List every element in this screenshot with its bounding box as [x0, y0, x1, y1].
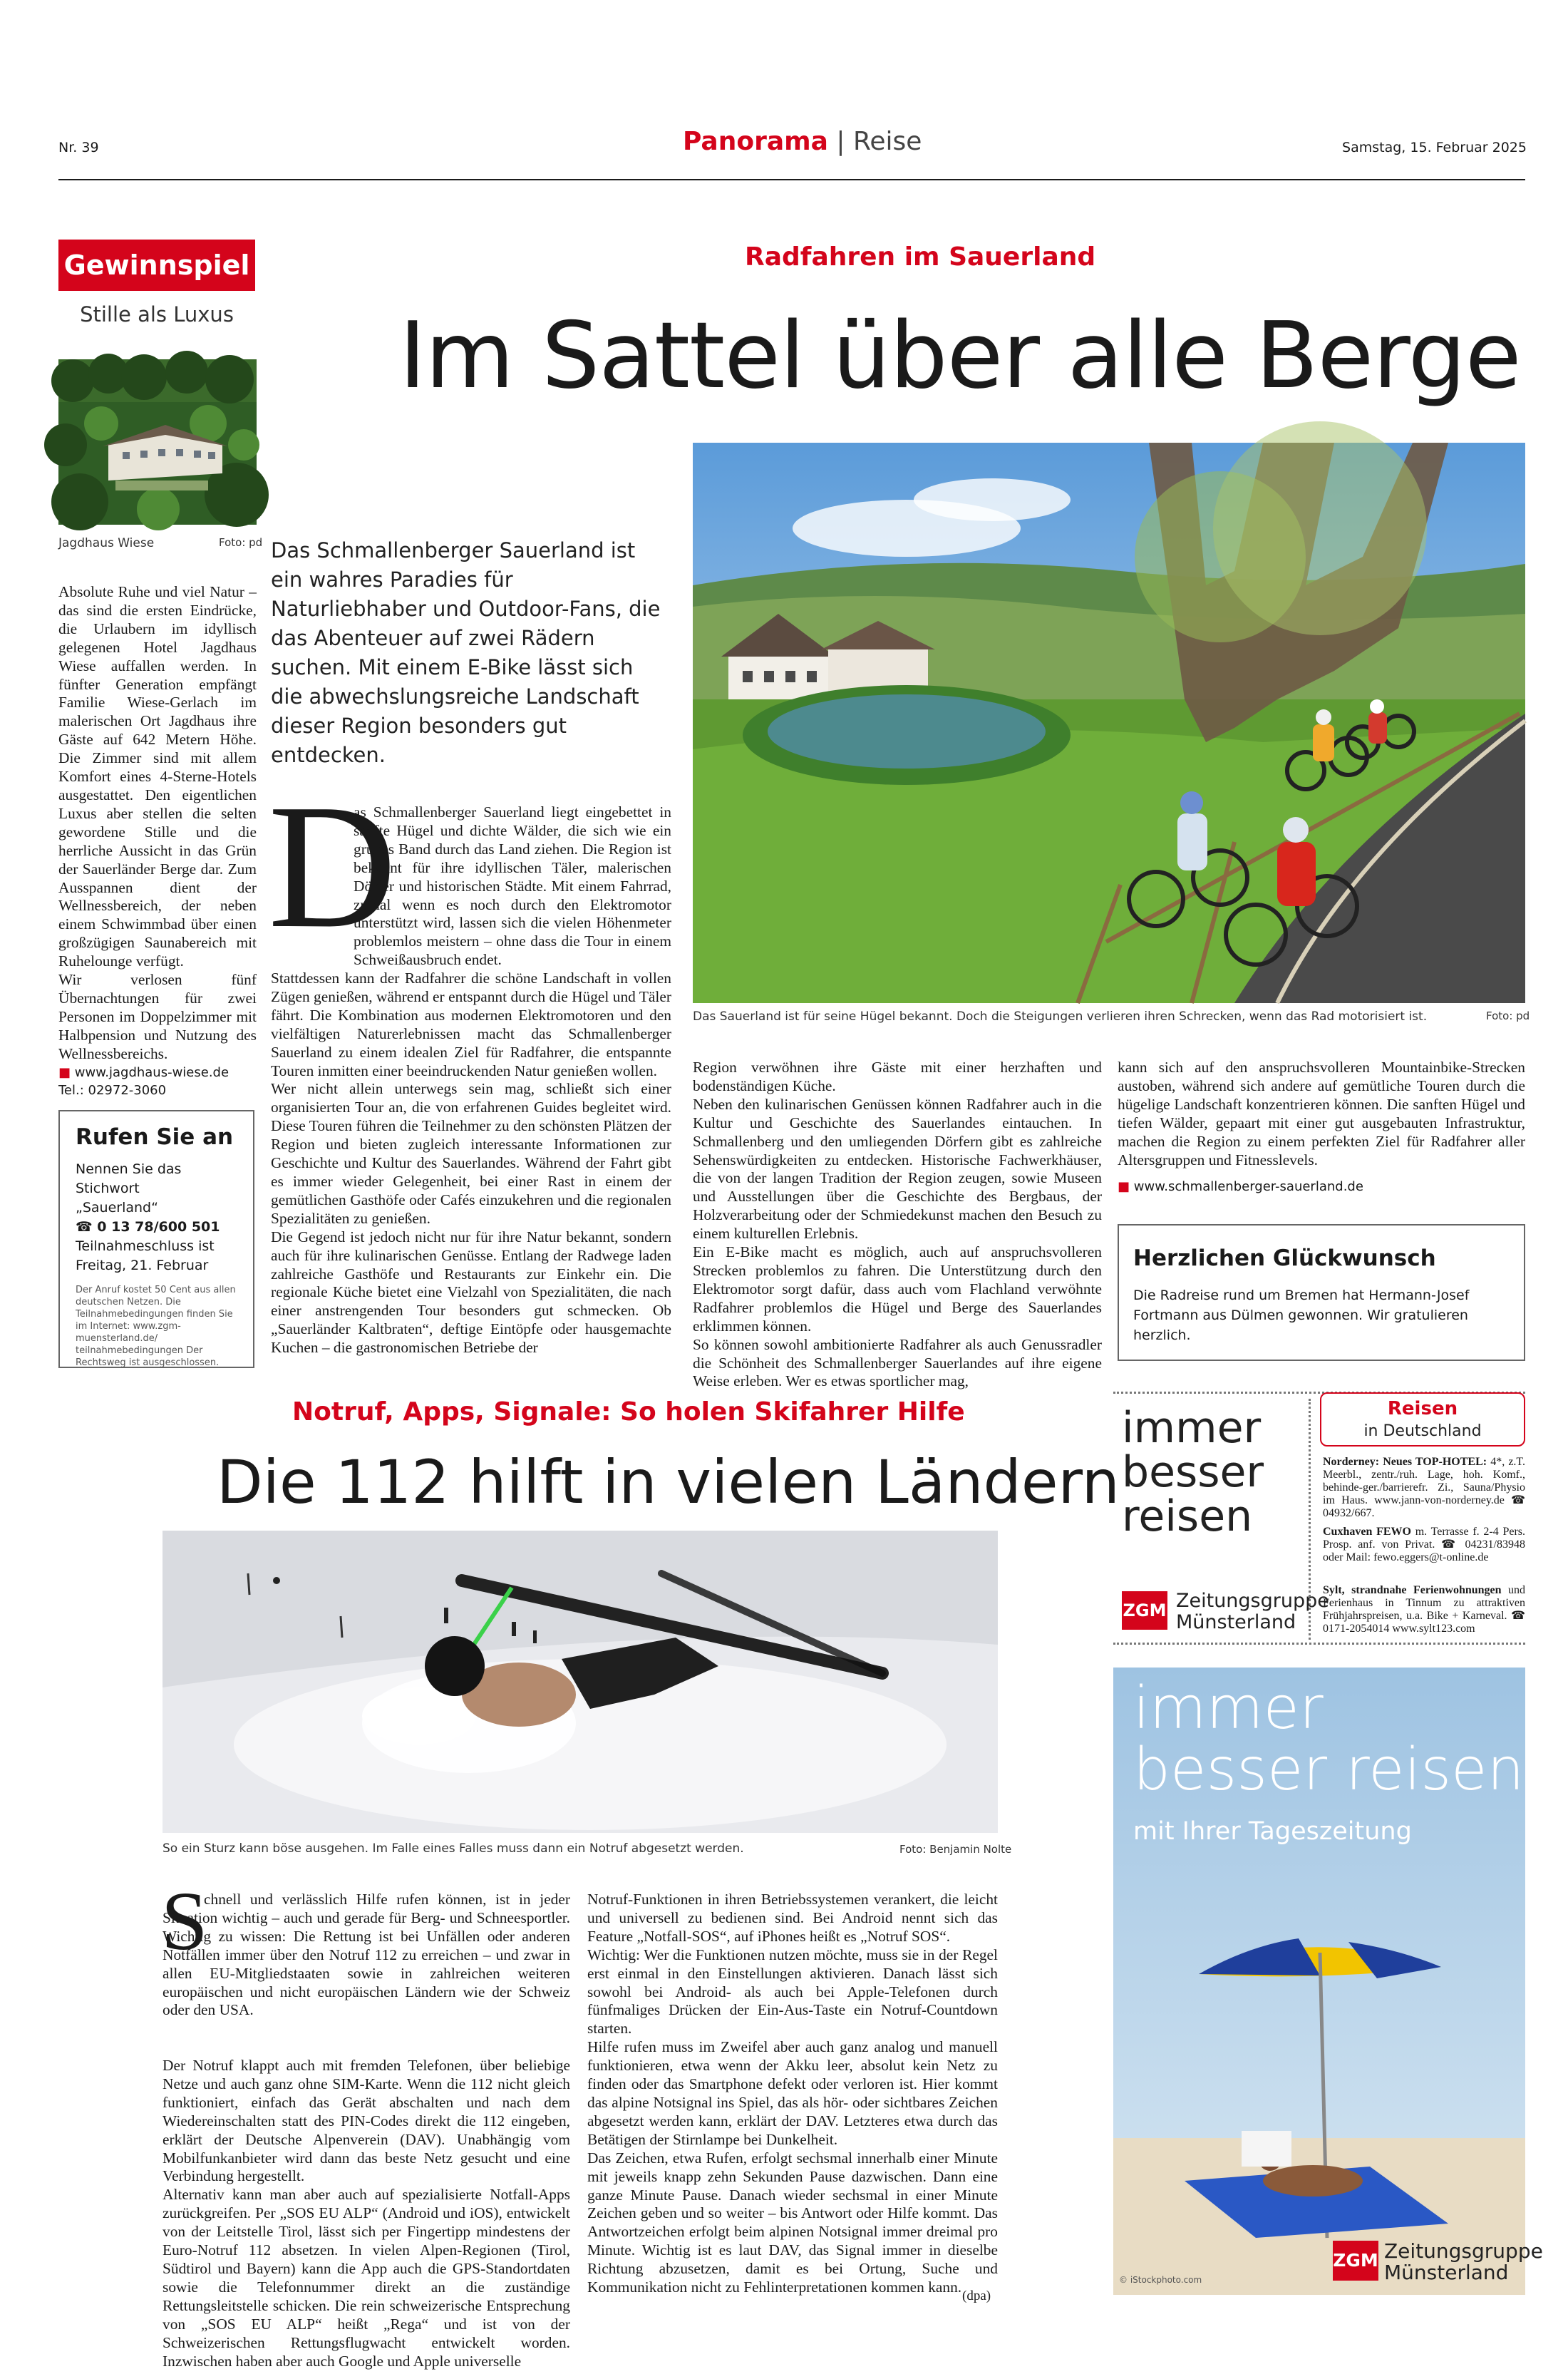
article1-link[interactable]: www.schmallenberger-sauerland.de	[1133, 1179, 1363, 1195]
sidebar-link[interactable]: www.jagdhaus-wiese.de	[74, 1064, 229, 1080]
ad1-logo-line-1: Zeitungsgruppe	[1176, 1590, 1329, 1612]
article1-col2b: Neben den kulinarischen Genüssen können Radfahrer auch in die Kultur und Geschichte des Sauerlandes eintauchen. In Schmallenberg und den umliegenden Dörfern gibt es zahlreiche Sehenswürdigkeiten zu entdecken. Historische Fachwerkhäuser, die von der langen Tradition der Region zeugen, sowie Museen und Ausstellungen über die Geschichte des Bergbaus, der Holzverarbeitung oder der Schmiedekunst machen den Besuch zu einem kulturellen Erlebnis.	[693, 1095, 1102, 1243]
article1-teaser: Das Schmallenberger Sauerland ist ein wahres Paradies für Naturliebhaber und Outdoor-Fans, die das Abenteuer auf zwei Rädern suchen. Mit einem E-Bike lässt sich die abwechslungsreiche Landschaft dieser Region besonders gut entdecken.	[271, 538, 661, 767]
article1-col1: Stattdessen kann der Radfahrer die schöne Landschaft in vollen Zügen genießen, während er entspannt durch die Hügel und Täler fährt. Die Kombination aus modernen Elektromotoren und den vielfältigen Naturerlebnissen macht das Schmallenberger Sauerland zu einem idealen Ziel für Radfahrer, die entspannte Touren inmitten einer beeindruckenden Natur genießen wollen.	[271, 970, 671, 1079]
rufen-title: Rufen Sie an	[76, 1124, 234, 1150]
skier-photo	[163, 1531, 998, 1833]
classifieds-title: Reisen	[1387, 1398, 1458, 1419]
rufen-keyword: „Sauerland“	[76, 1200, 158, 1216]
article2-dropcap: S	[161, 1874, 208, 1968]
zgm-logo-icon: ZGM	[1122, 1591, 1167, 1630]
article2-col2c: Hilfe rufen muss im Zweifel aber auch ganz analog und manuell funktionieren, etwa wenn der Akku leer, absolut kein Netz zu finden oder das Smartphone defekt oder verloren ist. Hier kommt das alpine Notsignal ins Spiel, das als hör- oder sichtbares Zeichen abgesetzt werden kann, erklärt der DAV. Letzteres etwa durch das Betätigen der Stirnlampe bei Dunkelheit.	[587, 2038, 998, 2148]
classified-sylt-text: und Ferienhaus in Tinnum zu attraktiven Frühjahrspreisen, u.a. Bike + Karneval. ☎ 0171-2054014 www.sylt123.com	[1323, 1584, 1525, 1635]
classified-sylt	[1323, 1584, 1525, 1635]
issue-number: Nr. 39	[58, 140, 99, 155]
sidebar-link-row	[58, 1064, 257, 1082]
article2-col2: Notruf-Funktionen in ihren Betriebssystemen verankert, die leicht und universell zu bedienen sind. Bei Android nennt sich das Feature „Notfall-SOS“, auf iPhones heißt es „Notruf SOS“.	[587, 1891, 998, 1945]
article2-column-2	[587, 1891, 998, 2298]
sidebar-photo-credit: Foto: pd	[219, 536, 263, 549]
classified-cuxhaven-title: Cuxhaven FEWO	[1323, 1526, 1411, 1538]
classified-norderney	[1323, 1456, 1525, 1520]
article2-headline: Die 112 hilft in vielen Ländern	[217, 1447, 1120, 1517]
ad1-logo-line-2: Münsterland	[1176, 1611, 1296, 1633]
article1-col3: kann sich auf den anspruchsvolleren Mountainbike-Strecken austoben, während sich andere auf gemütliche Touren durch die hügelige Landschaft konzentrieren können. Die sanften Hügel und tiefen Wälder, gepaart mit einer gut ausgebauten Infrastruktur, machen die Region zu einem perfekten Ziel für Radfahrer aller Altersgruppen und Fitnesslevels.	[1118, 1059, 1525, 1168]
ad2-line-1: immer	[1133, 1675, 1324, 1742]
square-bullet-icon: ■	[58, 1064, 71, 1080]
classifieds-subtitle: in Deutschland	[1363, 1422, 1482, 1440]
article2-col1c: Alternativ kann man aber auch auf spezialisierte Notfall-Apps zurückgreifen. Per „SOS EU ALP“ (Android und iOS), entwickelt von der Leitstelle Tirol, lässt sich per Fingertipp mindestens der Euro-Notruf 112 absetzen. In vielen Alpen-Regionen (Tirol, Südtirol und Bayern) kann die App auch die GPS-Standortdaten sowie die Telefonnummer direkt an die zuständige Rettungsleitstelle schicken. Die rein schweizerische Entsprechung von „SOS EU ALP“ heißt „Rega“ und ist von der Schweizerischen Rettungsflugwacht entwickelt worden. Inzwischen haben aber auch Google und Apple universelle	[163, 2186, 570, 2370]
classified-norderney-title: Norderney: Neues TOP-HOTEL:	[1323, 1456, 1487, 1468]
article2-lead: chnell und verlässlich Hilfe rufen können, ist in jeder Situation wichtig – auch und gerade für Berg- und Schneesportler. Wichtig zu wissen: Die Rettung ist bei Unfällen oder anderen Notfällen immer über den Notruf 112 zu erreichen – und zwar in allen EU-Mitgliedstaaten sowie in zahlreichen weiteren europäischen und nicht europäischen Ländern wie der Schweiz oder den USA.	[163, 1891, 570, 2019]
classified-cuxhaven	[1323, 1526, 1525, 1564]
ad2-logo-line-1: Zeitungsgruppe	[1384, 2239, 1543, 2263]
article1-column-3	[1118, 1059, 1525, 1196]
article1-kicker: Radfahren im Sauerland	[745, 242, 1096, 272]
classifieds-header	[1320, 1392, 1525, 1447]
sidebar-body-text: Absolute Ruhe und viel Natur – das sind die ersten Eindrücke, die Urlaubern im idyllisch gelegenen Hotel Jagdhaus Wiese auffallen werden. In fünfter Generation empfängt Familie Wiese-Gerlach im malerischen Ort Jagdhaus ihre Gäste auf 642 Metern Höhe. Die Zimmer sind mit allem Komfort eines 4-Sterne-Hotels ausgestattet. Den eigentlichen Luxus aber stellen die selten gewordene Stille und die herrliche Aussicht in das Grün der Sauerländer Berge dar. Zum Ausspannen dient der Wellnessbereich, der neben einem Schwimmbad über einen großzügigen Saunabereich mit Ruhelounge verfügt.	[58, 583, 257, 970]
rufen-deadline: Freitag, 21. Februar	[76, 1258, 209, 1273]
section-rubric	[683, 127, 922, 156]
rufen-box	[58, 1110, 254, 1368]
cyclists-photo	[693, 443, 1525, 1003]
classified-sylt-title: Sylt, strandnahe Ferienwohnungen	[1323, 1584, 1502, 1596]
article1-lead-column	[354, 803, 671, 970]
article1-col2c: Ein E-Bike macht es möglich, auch auf anspruchsvolleren Strecken problemlos zu fahren. Die Unterstützung durch den Elektromotor sorgt dafür, dass auch vom Flachland verwöhnte Radfahrer problemlos die Hügel und Berge des Sauerlandes erklimmen können.	[693, 1243, 1102, 1335]
ad2-line-3: mit Ihrer Tageszeitung	[1133, 1817, 1412, 1846]
article1-dropcap: D	[268, 768, 397, 965]
article2-col2b: Wichtig: Wer die Funktionen nutzen möchte, muss sie in der Regel erst einmal in den Einstellungen aktivieren. Danach lässt sich sowohl bei Android- als auch bei Apple-Telefonen durch fünfmaliges Drücken der Ein-Aus-Taste ein Notruf-Countdown starten.	[587, 1946, 998, 2038]
article2-col2d: Das Zeichen, etwa Rufen, erfolgt sechsmal innerhalb einer Minute mit jeweils knapp zehn Sekunden Pause dazwischen. Dann eine ganze Minute Pause. Danach wieder sechsmal in einer Minute Zeichen geben und so weiter – bis Antwort oder Hilfe kommt. Das Antwortzeichen erfolgt beim alpinen Notsignal immer dreimal pro Minute. Wichtig ist es laut DAV, das Signal immer in dieselbe Richtung abzusetzen, damit es bei Ortung, Suche und Kommunikation nicht zu Fehlinterpretationen kommen kann.	[587, 2149, 998, 2296]
article1-photo-caption: Das Sauerland ist für seine Hügel bekannt. Doch die Steigungen verlieren ihren Schrecken, wenn das Rad motorisiert ist.	[693, 1009, 1428, 1024]
gewinnspiel-subtitle: Stille als Luxus	[80, 302, 234, 327]
section-sub: Reise	[852, 127, 922, 156]
beach-ad[interactable]	[1113, 1668, 1543, 2295]
article1-headline: Im Sattel über alle Berge	[399, 303, 1521, 409]
square-bullet-icon: ■	[1118, 1179, 1130, 1195]
article2-col1b: Der Notruf klappt auch mit fremden Telefonen, über beliebige Netze und auch ganz ohne SIM-Karte. Wenn die 112 nicht gleich funktioniert, einfach das Gerät abschalten und nach dem Wiedereinschalten statt des PIN-Codes direkt die 112 eingeben, erklärt der Deutsche Alpenverein (DAV). Unabhängig vom Mobilfunkanbieter wird dann das beste Netz gesucht und eine Verbindung hergestellt.	[163, 2057, 570, 2185]
ad2-logo-line-2: Münsterland	[1384, 2261, 1509, 2284]
hotel-photo	[58, 359, 257, 525]
rufen-line-1: Nennen Sie das Stichwort	[76, 1161, 182, 1196]
article2-source: (dpa)	[962, 2288, 991, 2303]
article1-link-row	[1118, 1178, 1525, 1196]
section-separator: |	[827, 127, 853, 156]
header-rule	[58, 179, 1525, 180]
article1-col2d: So können sowohl ambitionierte Radfahrer als auch Genussradler die Schönheit des Schmallenberger Sauerlandes auf ihre eigene Weise erleben. Wer es etwas sportlicher mag,	[693, 1335, 1102, 1390]
ad2-line-2: besser reisen	[1133, 1736, 1525, 1804]
classified-norderney-text: 4*, z.T. Meerbl., zentr./ruh. Lage, hoh. Komf., behinde-ger./barrierefr. Zi., Sauna/Physio im Haus. www.jann-von-norderney.de ☎ 04932/667.	[1323, 1456, 1525, 1519]
sidebar-photo-caption: Jagdhaus Wiese	[58, 536, 155, 550]
ad1-line-3: reisen	[1122, 1491, 1253, 1541]
ad-dotted-rule-bottom	[1113, 1643, 1525, 1645]
article1-col2: Region verwöhnen ihre Gäste mit einer herzhaften und bodenständigen Küche.	[693, 1059, 1102, 1094]
article2-photo-caption: So ein Sturz kann böse ausgehen. Im Falle eines Falles muss dann ein Notruf abgesetzt werden.	[163, 1841, 744, 1856]
section-main: Panorama	[683, 127, 828, 156]
ad2-credit: © iStockphoto.com	[1119, 2275, 1202, 2285]
article1-lead: as Schmallenberger Sauerland liegt eingebettet in sanfte Hügel und dichte Wälder, die sich wie ein grünes Band durch das Land ziehen. Die Region ist bekannt für ihre idyllischen Täler, malerischen Dörfer und historischen Städte. Mit einem Fahrrad, zumal wenn es noch durch den Elektromotor unterstützt wird, lassen sich die vielen Höhenmeter problemlos meistern – ohne dass die Tour in einem Schweißausbruch endet.	[354, 803, 671, 969]
article1-column-2	[693, 1059, 1102, 1390]
ad1-line-1: immer	[1122, 1403, 1262, 1453]
article2-lead-column	[163, 1891, 570, 2020]
page-date: Samstag, 15. Februar 2025	[1342, 140, 1527, 155]
gewinnspiel-badge: Gewinnspiel	[58, 240, 255, 291]
sidebar-tel: Tel.: 02972-3060	[58, 1083, 167, 1099]
congrats-box	[1118, 1224, 1525, 1361]
congrats-title: Herzlichen Glückwunsch	[1133, 1245, 1436, 1271]
cyclists-illustration	[693, 443, 1525, 1003]
zgm-logo-icon: ZGM	[1333, 2241, 1378, 2281]
hotel-photo-illustration	[58, 359, 257, 525]
rufen-line-3: Teilnahmeschluss ist	[76, 1238, 215, 1254]
article2-column-1	[163, 2057, 570, 2370]
congrats-body: Die Radreise rund um Bremen hat Hermann-Josef Fortmann aus Dülmen gewonnen. Wir gratulieren herzlich.	[1133, 1288, 1470, 1343]
article1-photo-credit: Foto: pd	[1486, 1009, 1530, 1022]
skier-illustration	[163, 1531, 998, 1833]
article2-kicker: Notruf, Apps, Signale: So holen Skifahrer Hilfe	[292, 1397, 965, 1427]
rufen-phone[interactable]: ☎ 0 13 78/600 501	[76, 1219, 220, 1235]
article1-col1b: Wer nicht allein unterwegs sein mag, schließt sich einer organisierten Tour an, die von erfahrenen Guides begleitet wird. Diese Touren führen die Teilnehmer zu den schönsten Plätzen der Region und bieten zugleich interessante Informationen zur Geschichte und Kultur des Sauerlandes. Während der Fahrt gibt es immer wieder Gelegenheit, bei einer Rast in einem der gemütlichen Gasthöfe oder Cafés einzukehren und die regionalen Spezialitäten zu genießen.	[271, 1080, 671, 1227]
article1-column-1	[271, 970, 671, 1369]
article2-photo-credit: Foto: Benjamin Nolte	[899, 1843, 1012, 1856]
article1-col1c: Die Gegend ist jedoch nicht nur für ihre Natur bekannt, sondern auch für ihre kulinarischen Genüsse. Entlang der Radwege laden zahlreiche Gasthöfe und Restaurants zur Einkehr ein. Die regionale Küche bietet eine Vielzahl von Spezialitäten, die nach einer anstrengenden Tour besonders gut schmecken. Ob „Sauerländer Kaltbraten“, deftige Eintöpfe oder hausgemachte Kuchen – die gastronomischen Betriebe der	[271, 1228, 671, 1357]
rufen-fineprint: Der Anruf kostet 50 Cent aus allen deutschen Netzen. Die Teilnahmebedingungen finden Sie im Internet: www.zgm-muensterland.de/ teilnahmebedingungen Der Rechtsweg ist ausgeschlossen.	[76, 1285, 236, 1368]
sidebar-body-text-2: Wir verlosen fünf Übernachtungen für zwei Personen im Doppelzimmer mit Halbpension und Nutzung des Wellnessbereichs.	[58, 971, 257, 1062]
ad1-line-2: besser	[1122, 1447, 1264, 1497]
sidebar-body	[58, 583, 257, 1100]
classified-cuxhaven-text: m. Terrasse f. 2-4 Pers. Prosp. anf. von Privat. ☎ 04231/83948 oder Mail: fewo.eggers@t-online.de	[1323, 1526, 1525, 1563]
